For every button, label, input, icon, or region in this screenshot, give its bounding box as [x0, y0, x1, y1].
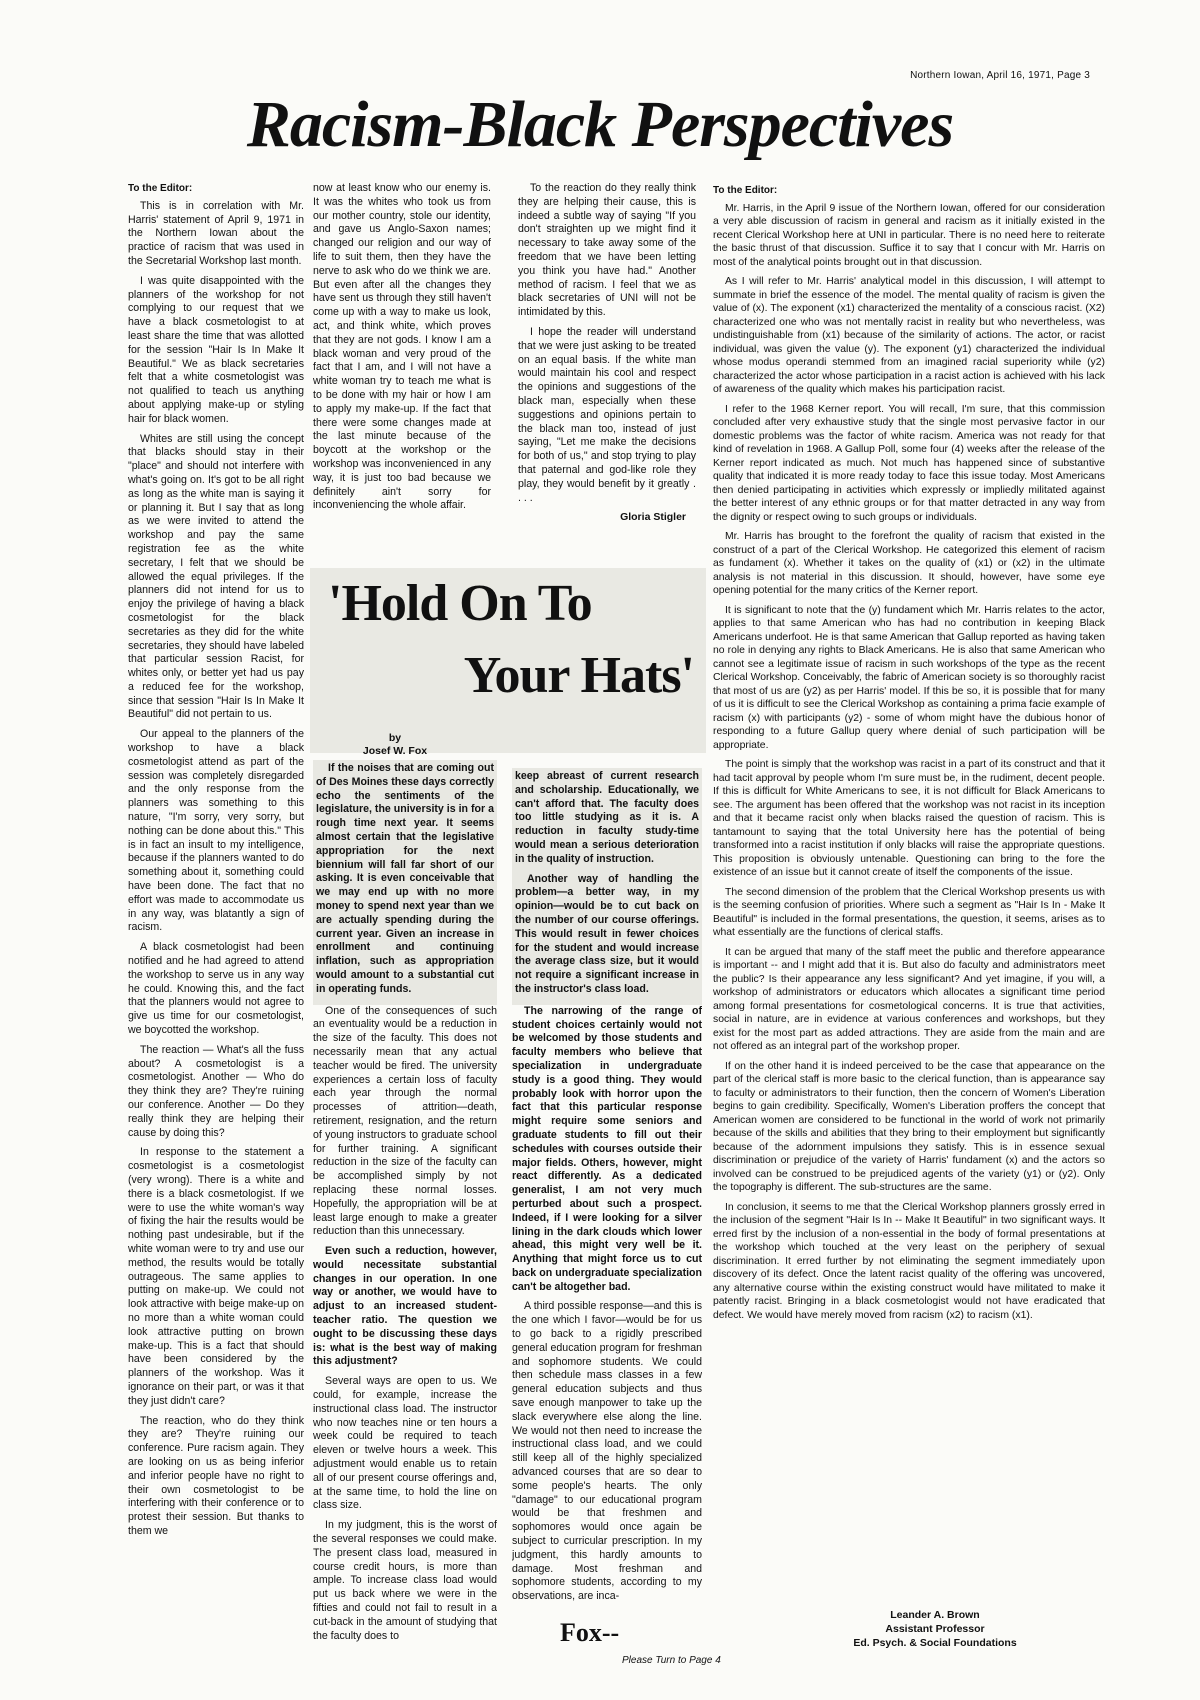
letter1-salutation: To the Editor:	[128, 183, 193, 194]
letter1-column-3	[518, 182, 696, 556]
feature-paragraph: In my judgment, this is the worst of the several responses we could make. The present class load, measured in course credit hours, is more than ample. To increase class load would put us back where we were in the fifties and could not fail to result in a cut-back in the amount of studying that the faculty does to	[313, 1519, 497, 1642]
feature-paragraph: The narrowing of the range of student choices certainly would not be welcomed by those students and faculty members who believe that specialization in undergraduate study is a good thing. They would probably look with horror upon the fact that this particular response might require some seniors and graduate students to fill out their schedules with courses outside their major fields. Others, however, might react differently. As a dedicated generalist, I am not very much perturbed about such a prospect. Indeed, if I were looking for a silver lining in the dark clouds which lower ahead, this might very well be it. Anything that might force us to cut back on undergraduate specialization can't be altogether bad.	[512, 1004, 702, 1293]
letter2-paragraph: The second dimension of the problem that the Clerical Workshop presents us with is the seeming confusion of priorities. Where such a segment as "Hair Is In - Make It Beautiful" is included in the formal presentations, the question, it seems, arises as to what essentially are the functions of clerical staffs.	[713, 886, 1105, 938]
letter1-paragraph: The reaction, who do they think they are? They're ruining our conference. Pure racism again. They are looking on us as being inferior and inferior people have no right to their own cosmetologist to be interfering with their conference or to protest their session. But thanks to them we	[128, 1414, 304, 1537]
feature-lead-shaded	[313, 760, 497, 1005]
letter1-paragraph: In response to the statement a cosmetologist is a cosmetologist (very wrong). There is a white and there is a black cosmetologist. If we were to use the white woman's way of fixing the hair the results would be nothing past undesirable, but if the white woman were to try and use our method, the results would be totally outrageous. The same applies to putting on make-up. We could not look attractive with beige make-up on no more than a white woman could look attractive putting on brown make-up. This is a fact that should have been considered by the planners of the workshop. Was it ignorance on their part, or was it that they just didn't care?	[128, 1146, 304, 1407]
feature-headline-line-2: Your Hats'	[463, 647, 694, 704]
letter2-signature-title: Assistant Professor	[885, 1623, 985, 1635]
letter1-paragraph: Whites are still using the concept that blacks should stay in their "place" and should not interfere with what's going on. It's got to be all right as long as the white man is saying it or planning it. But I say that as long as we were invited to attend the workshop and pay the same registration fee as the white secretary, I felt that we should be allowed the equal privileges. If the planners did not intend for us to enjoy the privilege of having a black cosmetologist for the black secretaries as they did for the white secretaries, they should have labeled that particular session Racist, for whites only, or better yet had us pay a reduced fee for the workshop, since that session "Hair Is In Make It Beautiful" did not pertain to us.	[128, 432, 304, 721]
letter2-signature-dept: Ed. Psych. & Social Foundations	[853, 1637, 1017, 1649]
feature-paragraph: If the noises that are coming out of Des Moines these days correctly echo the sentiments of the legislature, the university is in for a rough time next year. It seems almost certain that the legislative appropriation for the next biennium will fall far short of our asking. It is even conceivable that we may end up with no more money to spend next year than we are actually spending during the current year. Given an increase in enrollment and continuing inflation, such as appropriation would amount to a substantial cut in operating funds.	[316, 762, 494, 995]
letter2-salutation: To the Editor:	[713, 185, 778, 196]
letter2-paragraph: It is significant to note that the (y) fundament which Mr. Harris relates to the actor, applies to that same American who has had no contribution in keeping Black Americans underfoot. He is that same American that Gallup reported as having taken no role in denying any rights to Black Americans. He is also that same American who cannot see a legitimate issue of racism in such workshops of the type as the recent Clerical Workshop. Conceivably, the fabric of American society is so thoroughly racist that most of us are (y2) as per Harris' model. If this be so, it is possible that for many of us it is difficult to see the Clerical Workshop as containing a prima facie example of racism (x) with participants (y2) - some of whom might have the dubious honor of responding to a future Gallup query where denial of such participation will be appropriate.	[713, 604, 1105, 751]
feature-by: by	[388, 732, 402, 744]
feature-author: Josef W. Fox	[362, 745, 428, 757]
feature-paragraph: Even such a reduction, however, would necessitate substantial changes in our operation. In one way or another, we would have to adjust to an increased student-teacher ratio. The question we ought to be discussing these days is: what is the best way of making this adjustment?	[313, 1245, 497, 1368]
feature-column-a	[313, 760, 497, 1680]
letter1-paragraph: This is in correlation with Mr. Harris' statement of April 9, 1971 in the Northern Iowan about the practice of racism that was used in the Secretarial Workshop last month.	[128, 199, 304, 267]
letter2-paragraph: The point is simply that the workshop was racist in a part of its construct and that it had tacit approval by people whom I'm sure must be, in the rudiment, decent people. If this is difficult for White Americans to see, it is not difficult for Black Americans to see. The argument has been offered that the workshop was not racist in its inception and that it became racist only when blacks raised the question of racism. This is tantamount to saying that the total University here has the potential of being transformed into a racist institution if only blacks will raise the appropriate questions. This proposition is obviously untenable. Questioning can bring to the fore the existence of an issue but it cannot create of itself the components of the issue.	[713, 759, 1105, 878]
letter1-column-2	[313, 182, 491, 542]
letter1-paragraph: I hope the reader will understand that we were just asking to be treated on an equal basis. If the white man would maintain his cool and respect the opinions and suggestions of the black man, especially when these suggestions and opinions pertain to the black man too, instead of just saying, "Let me make the decisions for both of us," and stop trying to play that paternal and god-like role they play, they would benefit by it greatly . . . .	[518, 325, 696, 504]
letter2-paragraph: Mr. Harris, in the April 9 issue of the Northern Iowan, offered for our consideration a very able discussion of racism in general and racism as it initially existed in the recent Clerical Workshop here at UNI in particular. There is no need here to reiterate the basic thrust of that discussion. Suffice it to say that I concur with Mr. Harris on most of the analytical points brought out in that discussion.	[713, 202, 1105, 268]
letter2-column	[713, 184, 1105, 1664]
feature-paragraph: Another way of handling the problem—a better way, in my opinion—would be to cut back on the number of our course offerings. This would result in fewer choices for the student and would increase the average class size, but it would not require a significant increase in the instructor's class load.	[515, 872, 699, 995]
letter1-paragraph: To the reaction do they really think they are helping their cause, this is indeed a subtle way of saying "If you don't straighten up we might find it necessary to take away some of the freedom that we have been letting you think you have had." Another method of racism. I feel that we as black secretaries of UNI will not be intimidated by this.	[518, 182, 696, 319]
letter2-paragraph: It can be argued that many of the staff meet the public and therefore appearance is important -- and I might add that it is. But also do faculty and administrators meet the public? Is their appearance any less significant? And yet imagine, if you will, a workshop of administrators or educators which allocates a significant time period among formal presentations for cosmetological concerns. It is true that activities, social in nature, are in evidence at various conferences and workshops, but they exist for the most part as added attractions. They are aside from the main and are not offered as an integral part of the workshop proper.	[713, 946, 1105, 1052]
letter2-signature-name: Leander A. Brown	[890, 1609, 980, 1621]
letter2-paragraph: If on the other hand it is indeed perceived to be the case that appearance on the part of the clerical staff is more basic to the clerical function, than is appearance say to faculty or administrators to their function, then the concern of Women's Liberation begins to gain credibility. Specifically, Women's Liberation proffers the concept that American women are considered to be functional in the world of work not primarily because of the skills and abilities that they bring to their employment but significantly because of the adornment impulsions they satisfy. This is in essence sexual discrimination or prejudice of the variety of Harris' fundament (x) and the actors so involved can be construed to be prejudiced agents of the variety (y1) or (y2). Only the topography is different. The sub-structures are the same.	[713, 1060, 1105, 1193]
feature-byline	[310, 732, 480, 758]
letter2-paragraph: As I will refer to Mr. Harris' analytical model in this discussion, I will attempt to summate in brief the essence of the model. The mental quality of racism is given the value of (x). The exponent (x1) characterized the mentality of a conscious racist. (X2) characterized one who was not mentally racist in reality but who nevertheless, was undistinguishable from (x1) because of the similarity of actions. The actor, or racist individual, was given the value (y). The exponent (y1) characterized the individual whose modus operandi stemmed from an imagined racial superiority while (y2) characterized the actor whose participation in a racist action is achieved with his lack of awareness of the quality which makes his participation racist.	[713, 276, 1105, 395]
letter2-paragraph: I refer to the 1968 Kerner report. You will recall, I'm sure, that this commission concluded after very exhaustive study that the single most pervasive factor in our domestic problems was the factor of white racism. America was not ready for that kind of revelation in 1968. A Gallup Poll, some four (4) weeks after the release of the Kerner report indicated as much. Not much has happened since of substantive quality that indicated it is more ready today to face this issue today. Most Americans then denied participating in activities which expressly or impliedly militated against the better interest of any ethnic groups or for that matter detracted in any way from the dignity or respect owing to such groups or individuals.	[713, 403, 1105, 523]
letter1-column-1	[128, 182, 304, 1670]
feature-headline-panel	[310, 568, 706, 753]
feature-shaded-block	[512, 768, 702, 1005]
feature-headline-line-1: 'Hold On To	[328, 575, 592, 632]
feature-paragraph: A third possible response—and this is the one which I favor—would be for us to go back to a rigidly prescribed general education program for freshman and sophomore students. We could then schedule mass classes in a few general education subjects and thus save enough manpower to take up the slack everywhere else along the line. We would not then need to increase the instructional class load, and we could still keep all of the highly specialized advanced courses that are so dear to some people's hearts. The only "damage" to our educational program would be that freshmen and sophomores would once again be subject to curricular prescription. In my judgment, this hardly amounts to damage. Most freshman and sophomore students, according to my observations, are inca-	[512, 1300, 702, 1603]
feature-paragraph: keep abreast of current research and scholarship. Educationally, we can't afford that. The faculty does too little studying as it is. A reduction in faculty study-time would mean a serious deterioration in the quality of instruction.	[515, 770, 699, 865]
letter1-signature: Gloria Stigler	[620, 511, 686, 524]
letter1-paragraph: I was quite disappointed with the planners of the workshop for not complying to our request that we have a black cosmetologist to at least share the time that was allotted for the session "Hair Is In Make It Beautiful." We as black secretaries felt that a white cosmetologist was not qualified to teach us anything about applying make-up or styling hair for black women.	[128, 274, 304, 425]
letter2-paragraph: In conclusion, it seems to me that the Clerical Workshop planners grossly erred in the inclusion of the segment "Hair Is In -- Make It Beautiful" in two significant ways. It erred first by the inclusion of a non-essential in the body of formal presentations at the workshop which touched at the very least on the periphery of sexual discrimination. It erred further by not eliminating the segment immediately upon discovery of its defect. Once the latent racist quality of the offering was uncovered, any alternative course within the existing construct would have militated to make it patently racist. Bringing in a black cosmetologist would not have eradicated that defect. We would have merely moved from racism (x2) to racism (x1).	[713, 1201, 1105, 1321]
letter1-paragraph: The reaction — What's all the fuss about? A cosmetologist is a cosmetologist. Another — Who do they think they are? They're ruining our conference. Another — Do they really think they are helping their cause by doing this?	[128, 1043, 304, 1139]
feature-paragraph: Several ways are open to us. We could, for example, increase the instructional class load. The instructor who now teaches nine or ten hours a week could be required to teach eleven or twelve hours a week. This adjustment would enable us to retain all of our present course offerings and, at the same time, to hold the line on class size.	[313, 1375, 497, 1512]
page-folio: Northern Iowan, April 16, 1971, Page 3	[910, 70, 1090, 81]
feature-paragraph: One of the consequences of such an eventuality would be a reduction in the size of the faculty. This does not necessarily mean that any actual teacher would be fired. The university experiences a certain loss of faculty each year through the normal processes of attrition—death, retirement, resignation, and the return of young instructors to graduate school for further training. A significant reduction in the size of the faculty can be accomplished simply by not replacing these normal losses. Hopefully, the appropriation will be at least large enough to make a greater reduction than this unnecessary.	[313, 1004, 497, 1238]
letter1-paragraph: now at least know who our enemy is. It was the whites who took us from our mother country, stole our identity, and gave us Anglo-Saxon names; changed our religion and our way of life to suit them, then they have the nerve to ask who do we think we are. But even after all the changes they have sent us through they still haven't come up with a way to make us look, act, and think white, which proves that they are not gods. I know I am a black woman and very proud of the fact that I am, and I will not have a white woman try to teach me what is to be done with my hair or how I am to apply my make-up. If the fact that there were some changes made at the last minute because of the boycott at the workshop or the workshop was inconvenienced in any way, it is just too bad because we definitely ain't sorry for inconveniencing the whole affair.	[313, 182, 491, 512]
letter2-paragraph: Mr. Harris has brought to the forefront the quality of racism that existed in the construct of a part of the Clerical Workshop. He categorized this element of racism as fundament (x). Whether it takes on the quality of (x1) or (x2) in the ultimate analysis is not material in this discussion. It should, however, have some eye opening potential for the many critics of the Kerner report.	[713, 531, 1105, 596]
letter2-signature-block	[840, 1608, 1030, 1650]
feature-column-b	[512, 768, 702, 1668]
page-masthead: Racism-Black Perspectives	[246, 88, 954, 161]
letter1-paragraph: Our appeal to the planners of the workshop to have a black cosmetologist attend as part of the session was completely disregarded and the only response from the planners was something to this nature, "I'm sorry, very sorry, but nothing can be done about this." This is in fact an insult to my intelligence, because if the planners wanted to do something about it, something could have been done. The fact that no effort was made to accommodate us in any way, was blatantly a sign of racism.	[128, 728, 304, 934]
feature-jump-label: Fox--	[560, 1618, 620, 1647]
feature-jump-line: Please Turn to Page 4	[622, 1655, 721, 1666]
letter1-paragraph: A black cosmetologist had been notified and he had agreed to attend the workshop to serve us in any way he could. Knowing this, and the fact that the planners would not agree to give us time for our cosmetologist, we boycotted the workshop.	[128, 941, 304, 1037]
